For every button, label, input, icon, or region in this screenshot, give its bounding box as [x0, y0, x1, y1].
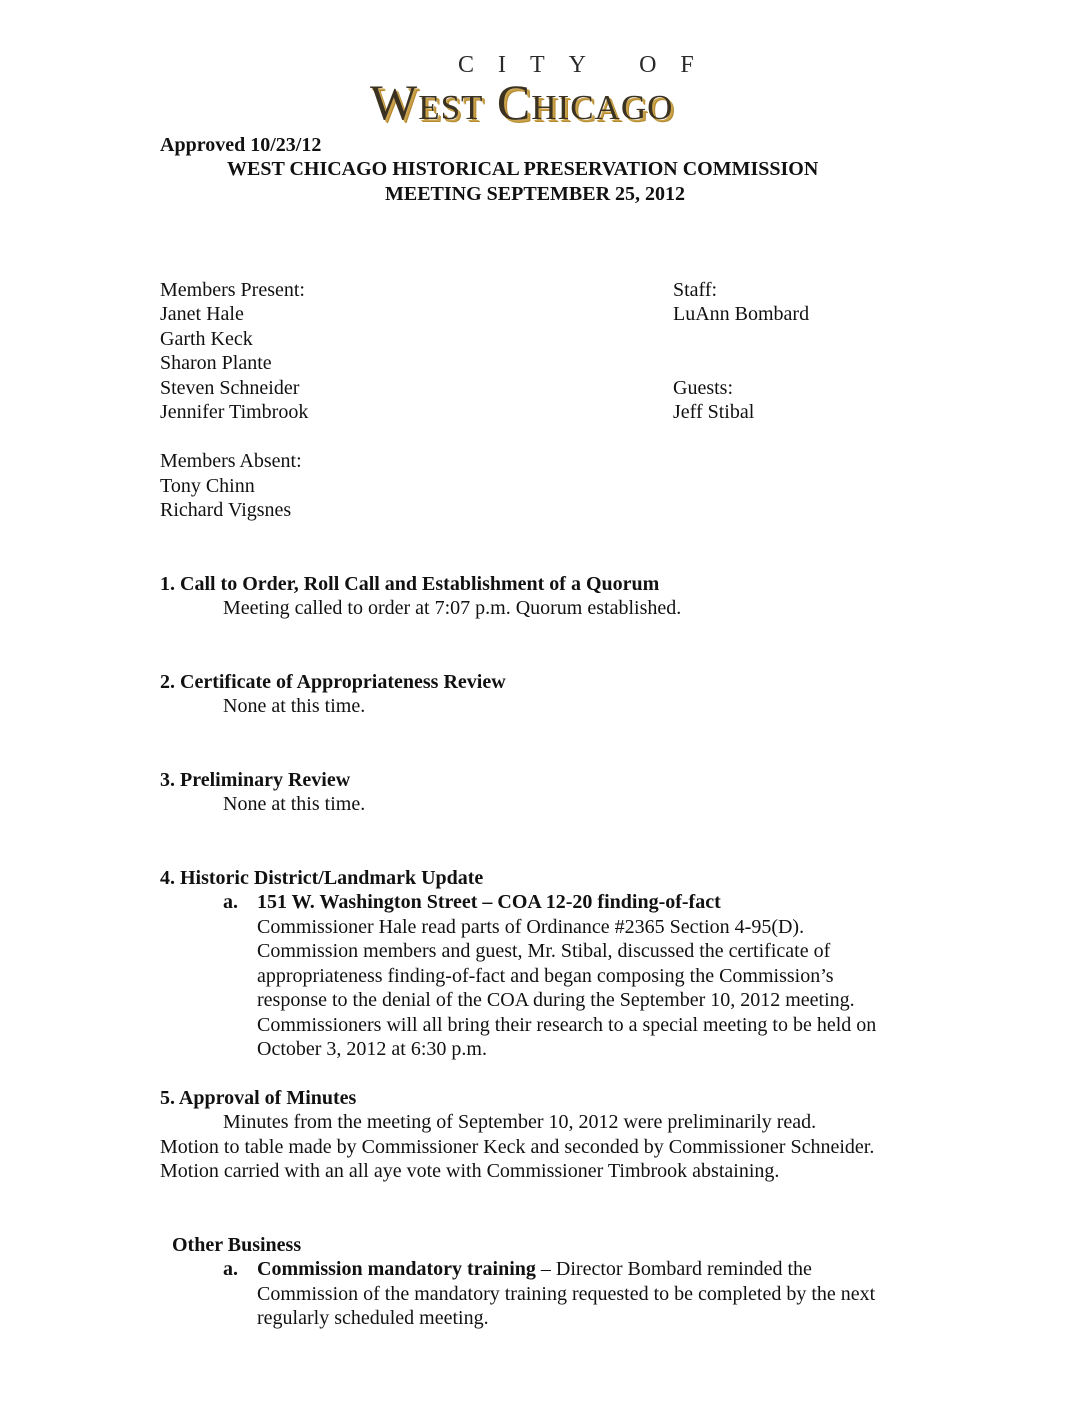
- approved-date: Approved 10/23/12: [160, 134, 322, 156]
- member-present: Sharon Plante: [160, 352, 272, 374]
- item-4a-line: appropriateness finding-of-fact and began composing the Commission’s: [257, 965, 834, 987]
- members-absent-label: Members Absent:: [160, 450, 302, 472]
- member-present: Jennifer Timbrook: [160, 401, 309, 423]
- item-1-title: 1. Call to Order, Roll Call and Establishment of a Quorum: [160, 573, 660, 595]
- item-4a-line: Commission members and guest, Mr. Stibal, discussed the certificate of: [257, 940, 831, 962]
- item-4a-title: 151 W. Washington Street – COA 12-20 finding-of-fact: [257, 891, 721, 913]
- members-present-label: Members Present:: [160, 279, 305, 301]
- other-a-line: regularly scheduled meeting.: [257, 1307, 489, 1329]
- logo-west-chicago: West Chicago: [370, 74, 674, 130]
- other-a-marker: a.: [223, 1258, 238, 1280]
- item-4a-line: Commissioner Hale read parts of Ordinance #2365 Section 4-95(D).: [257, 916, 805, 938]
- logo-city-of: CITY OF: [458, 52, 718, 78]
- item-5-line: Motion carried with an all aye vote with Commissioner Timbrook abstaining.: [160, 1160, 780, 1182]
- item-4a-line: Commissioners will all bring their research to a special meeting to be held on: [257, 1014, 877, 1036]
- item-1-text: Meeting called to order at 7:07 p.m. Quorum established.: [223, 597, 682, 619]
- staff-member: LuAnn Bombard: [673, 303, 810, 325]
- member-absent: Richard Vigsnes: [160, 499, 292, 521]
- staff-label: Staff:: [673, 279, 718, 301]
- meeting-date: MEETING SEPTEMBER 25, 2012: [385, 183, 686, 205]
- item-4a-line: October 3, 2012 at 6:30 p.m.: [257, 1038, 487, 1060]
- guest: Jeff Stibal: [673, 401, 755, 423]
- item-2-title: 2. Certificate of Appropriateness Review: [160, 671, 506, 693]
- item-4a-line: response to the denial of the COA during the September 10, 2012 meeting.: [257, 989, 855, 1011]
- item-2-text: None at this time.: [223, 695, 366, 717]
- item-5-title: 5. Approval of Minutes: [160, 1087, 357, 1109]
- other-a-first-line: [257, 1257, 812, 1282]
- city-logo: [370, 50, 740, 130]
- other-a-line: Commission of the mandatory training requested to be completed by the next: [257, 1283, 876, 1305]
- guests-label: Guests:: [673, 377, 733, 399]
- member-present: Janet Hale: [160, 303, 244, 325]
- commission-title: WEST CHICAGO HISTORICAL PRESERVATION COMMISSION: [227, 158, 819, 180]
- item-5-line: Motion to table made by Commissioner Keck and seconded by Commissioner Schneider.: [160, 1136, 875, 1158]
- item-3-text: None at this time.: [223, 793, 366, 815]
- item-5-line: Minutes from the meeting of September 10, 2012 were preliminarily read.: [223, 1111, 817, 1133]
- item-4-title: 4. Historic District/Landmark Update: [160, 867, 484, 889]
- item-3-title: 3. Preliminary Review: [160, 769, 351, 791]
- other-a-title: Commission mandatory training: [257, 1258, 536, 1280]
- member-present: Garth Keck: [160, 328, 253, 350]
- member-present: Steven Schneider: [160, 377, 300, 399]
- other-a-first-text: – Director Bombard reminded the: [535, 1258, 812, 1280]
- item-4a-marker: a.: [223, 891, 238, 913]
- member-absent: Tony Chinn: [160, 475, 255, 497]
- other-business-title: Other Business: [172, 1234, 302, 1256]
